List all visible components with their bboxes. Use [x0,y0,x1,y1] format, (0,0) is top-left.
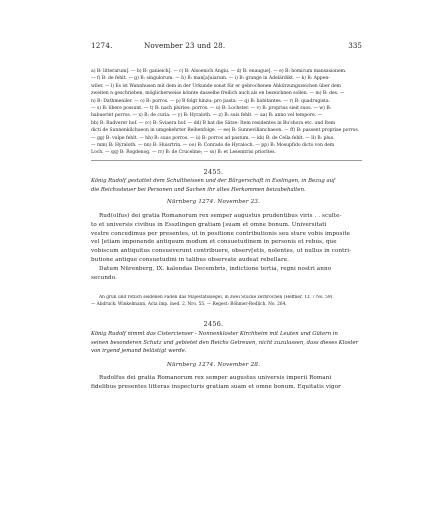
notes-2455 [91,295,362,308]
charter-text-2456 [91,374,362,392]
footnote-line: bb) B: Radverer hof. — cc) B: Sviaera hof. — dd) B hat die Sätze: Item residentes in Bu'shora etc. und Item [91,120,336,126]
footnote-line: zweiten n geschrieben, möglicherweise könnte dasselbe freilich auch als en bezeichnen sollen. — m) B: des. — [91,91,345,97]
footnote-line: habuerint porros. — x) B: de curia. — y) B: Hyraloth. — z) B: suis fehlt. — aa) B: anno vel tempore. — [91,113,322,119]
place-date-2455: Nürnberg 1274. November 23. [166,199,261,205]
footnote-line: — f) B: de fehlt. — g) B: singulorum. — h) B: man[a]uiarum. — i) B: grange in Adelärdikt. — k) B: Appen- [91,76,330,82]
text-line: fidelibus presentes litteras inspecturis gratiam suam et omne bonum. Equitatis vigor [91,383,341,390]
text-line: Datum Nürenberg, IX. kalendas Decembris, indictione tertia, regni nostri anno [99,265,332,272]
page-number: 335 [348,41,362,50]
text-line: butione antique consuetudini in talibus observate audeat rebellare. [91,256,290,263]
footnote-line: Loch. — qq) B: Rogdenog. — rr) B: de Cruceline; — ss) B: et Lesemtrisi priorites. [91,150,276,156]
footnotes-top [91,68,362,157]
text-line: Rudolfus dei gratia Romanorum rex semper augustus universis imperii Romani [99,375,332,381]
note-line: — Abdruck: Winkelmann, Acta imp. ined. 2, Nro. 55. — Regest: Böhmer-Redlich, No. 264. [91,301,287,307]
text-line: vel [etiam imponende antiquum modum et consuetudinem in personis et rebus, que [91,239,337,246]
place-date-2456: Nürnberg 1274. November 28. [166,362,261,368]
regest-2456 [91,330,362,356]
regest-line: seinen besonderen Schutz und gebietet den Reichs Getreuen, nicht zuzulassen, dass dieses Kloster [91,339,359,346]
text-line: to et universis civibus in Esszlingen gratiam [suam et omne bonum. Universitati [91,221,327,228]
header-year: 1274. [91,41,113,50]
footnote-line: dicti de Sunnenkilchaeon in umgekehrter Reihenfolge. — ee) B: Sunnevillanchaeon. — ff) B: passent propriae porros. [91,128,360,134]
text-line: vobiscum antiquitus consueverunt contribuere, observ[etis, nolentes, ut nullus in contri- [91,248,352,255]
regest-line: von irgend jemand belästigt werde. [91,348,187,355]
footnote-line: a) B: litterarum]. — b) B: ganieich]. — c) B: Alsoenich Angiu. — d) B: enaugue]. — e) B: homicum mansasionem. [91,69,347,74]
footnote-line: wiler. — l) Es ist Wannhusen mit dem in der Urkunde sonst für er gebrochenen Abkürzungszeichen über dem [91,83,341,89]
text-line: secundo. [91,274,117,281]
regest-line: die Reichssteuer bei Personen und Sachen ihr altes Herkommen beizubehalten. [91,186,306,193]
text-line: Rud(olfus) dei gratia Romanorum rex semper augustus prudentibus viris . . sculte- [99,213,342,219]
text-line: vestre concedimus per presentes, ut in positione contributionis seu sture vobis imposite [91,230,351,237]
regest-line: König Rudolf nimmt das Cistercienser - Nonnenkloster Kirchheim mit Leuten und Gütern in [91,331,338,337]
page-header [91,41,362,51]
doc-number-2455: 2455. [203,168,224,176]
footnote-line: — mm) B: Hyraloth. — nn) B: Huisrtrin. — oo) B: Conrado de Hyraloch. — pp) B: Mosupfido dicto von dem [91,143,335,149]
regest-2455 [91,177,362,194]
charter-text-2455 [91,212,362,282]
footnote-line: n) B: Dathmeniler. — o) B: porros. — p) B folgt hinzu: pro pasta. — q) B: habitantes. — r) B: quadrugista. [91,98,330,104]
regest-line: König Rudolf gestattet dem Schultheissen und der Bürgerschaft in Esslingen, in Bezug auf [91,178,335,184]
header-dates: November 23 und 28. [144,41,226,50]
note-line: An grün und rötlich seidenen Fäden das Majestätssiegel, in zwei Stücke zerbrochen (Heffner, T.f. 7 No. 59). [99,295,334,300]
section-divider [91,160,362,161]
footnote-line: — gg) B: vulpe fehlt. — hh) B: suus porros. — ii) B: porros ad pastum. — kk) B: de Cella fehlt. — ll) B: plus. [91,135,335,141]
doc-number-2456: 2456. [203,320,224,328]
footnote-line: — s) B: libere possunt. — t) B: nach pluries: porros. — u) B: Lochster. — v) B: proprius sieit suos. — w) B: [91,106,332,112]
